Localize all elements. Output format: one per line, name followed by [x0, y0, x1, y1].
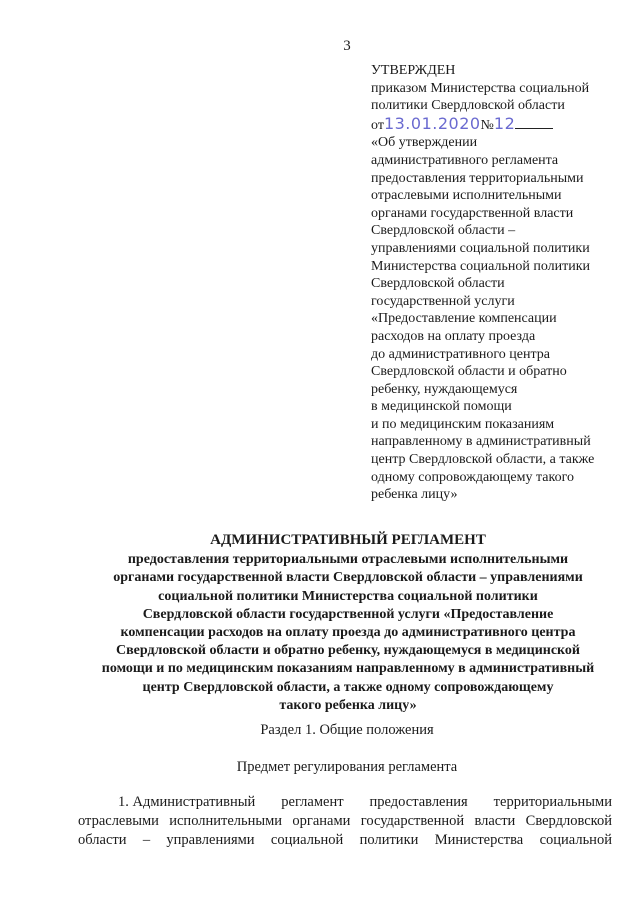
word: государственной: [360, 813, 465, 829]
body-paragraph: [78, 793, 612, 850]
approval-line: приказом Министерства социальной: [371, 80, 590, 96]
word: области: [78, 832, 127, 848]
approval-line: до административного центра: [371, 346, 550, 362]
approval-line: «Предоставление компенсации: [371, 311, 557, 327]
approval-line: Министерства социальной политики: [371, 258, 591, 274]
document-title: АДМИНИСТРАТИВНЫЙ РЕГЛАМЕНТ: [210, 532, 486, 548]
approval-line: административного регламента: [371, 152, 559, 168]
title-line: органами государственной власти Свердловской области – управлениями: [113, 570, 583, 586]
title-line: Свердловской области и обратно ребенку, нуждающемуся в медицинской: [115, 643, 580, 659]
word: –: [142, 832, 151, 848]
approval-line: Свердловской области: [371, 276, 505, 292]
approval-line: Свердловской области –: [371, 223, 516, 239]
approval-line: расходов на оплату проезда: [371, 328, 536, 344]
approval-stamp-block: [371, 62, 621, 504]
approval-line: управлениями социальной политики: [371, 240, 590, 256]
subject-heading: Предмет регулирования регламента: [236, 759, 458, 775]
number-underline: [515, 116, 553, 129]
title-line: предоставления территориальными отраслевыми исполнительными: [127, 552, 569, 568]
word: власти: [474, 813, 516, 829]
word: отраслевыми: [78, 813, 159, 829]
page-number: 3: [343, 38, 351, 54]
title-line: такого ребенка лицу»: [279, 697, 417, 713]
approval-line: «Об утверждении: [371, 135, 478, 151]
word: социальной: [270, 832, 344, 848]
approval-line: ребенка лицу»: [371, 487, 458, 503]
handwritten-date: 13.01.2020: [383, 113, 481, 133]
number-prefix: №: [480, 117, 494, 133]
approval-line: отраслевыми исполнительными: [371, 188, 562, 204]
date-prefix: от: [371, 117, 384, 133]
title-line: центр Свердловской области, а также одному сопровождающему: [142, 679, 554, 695]
word: социальной: [539, 832, 612, 848]
approval-line: предоставления территориальными: [371, 170, 584, 186]
word: органами: [292, 813, 351, 829]
word: Свердловской: [525, 813, 612, 829]
approval-date-line: [371, 115, 621, 135]
word: управлениями: [166, 832, 255, 848]
title-line: компенсации расходов на оплату проезда до административного центра: [120, 625, 576, 641]
word: предоставления: [369, 794, 468, 810]
paragraph-line: [78, 793, 612, 812]
title-line: социальной политики Министерства социальной политики: [158, 588, 538, 604]
approval-heading: УТВЕРЖДЕН: [371, 63, 456, 78]
approval-line: и по медицинским показаниям: [371, 416, 555, 432]
handwritten-number: 12: [493, 113, 516, 133]
approval-line: одному сопровождающему такого: [371, 469, 574, 485]
approval-line: ребенку, нуждающемуся: [371, 381, 518, 397]
word: политики: [359, 832, 419, 848]
section-heading: Раздел 1. Общие положения: [260, 722, 434, 738]
regulation-title: [78, 531, 618, 715]
word: Министерства: [434, 832, 524, 848]
approval-line: политики Свердловской области: [371, 98, 565, 114]
approval-line: Свердловской области и обратно: [371, 364, 567, 380]
approval-line: направленному в административный: [371, 434, 591, 450]
word: исполнительными: [169, 813, 283, 829]
word: регламент: [281, 794, 344, 810]
word: территориальными: [493, 794, 612, 810]
approval-line: в медицинской помощи: [371, 399, 512, 415]
title-line: Свердловской области государственной услуги «Предоставление: [142, 606, 554, 622]
word: 1. Административный: [118, 794, 256, 810]
approval-line: государственной услуги: [371, 293, 515, 309]
title-line: помощи и по медицинским показаниям направленному в административный: [101, 661, 595, 677]
paragraph-line: [78, 812, 612, 831]
approval-line: центр Свердловской области, а также: [371, 452, 595, 468]
paragraph-line: [78, 831, 612, 850]
approval-line: органами государственной власти: [371, 205, 574, 221]
